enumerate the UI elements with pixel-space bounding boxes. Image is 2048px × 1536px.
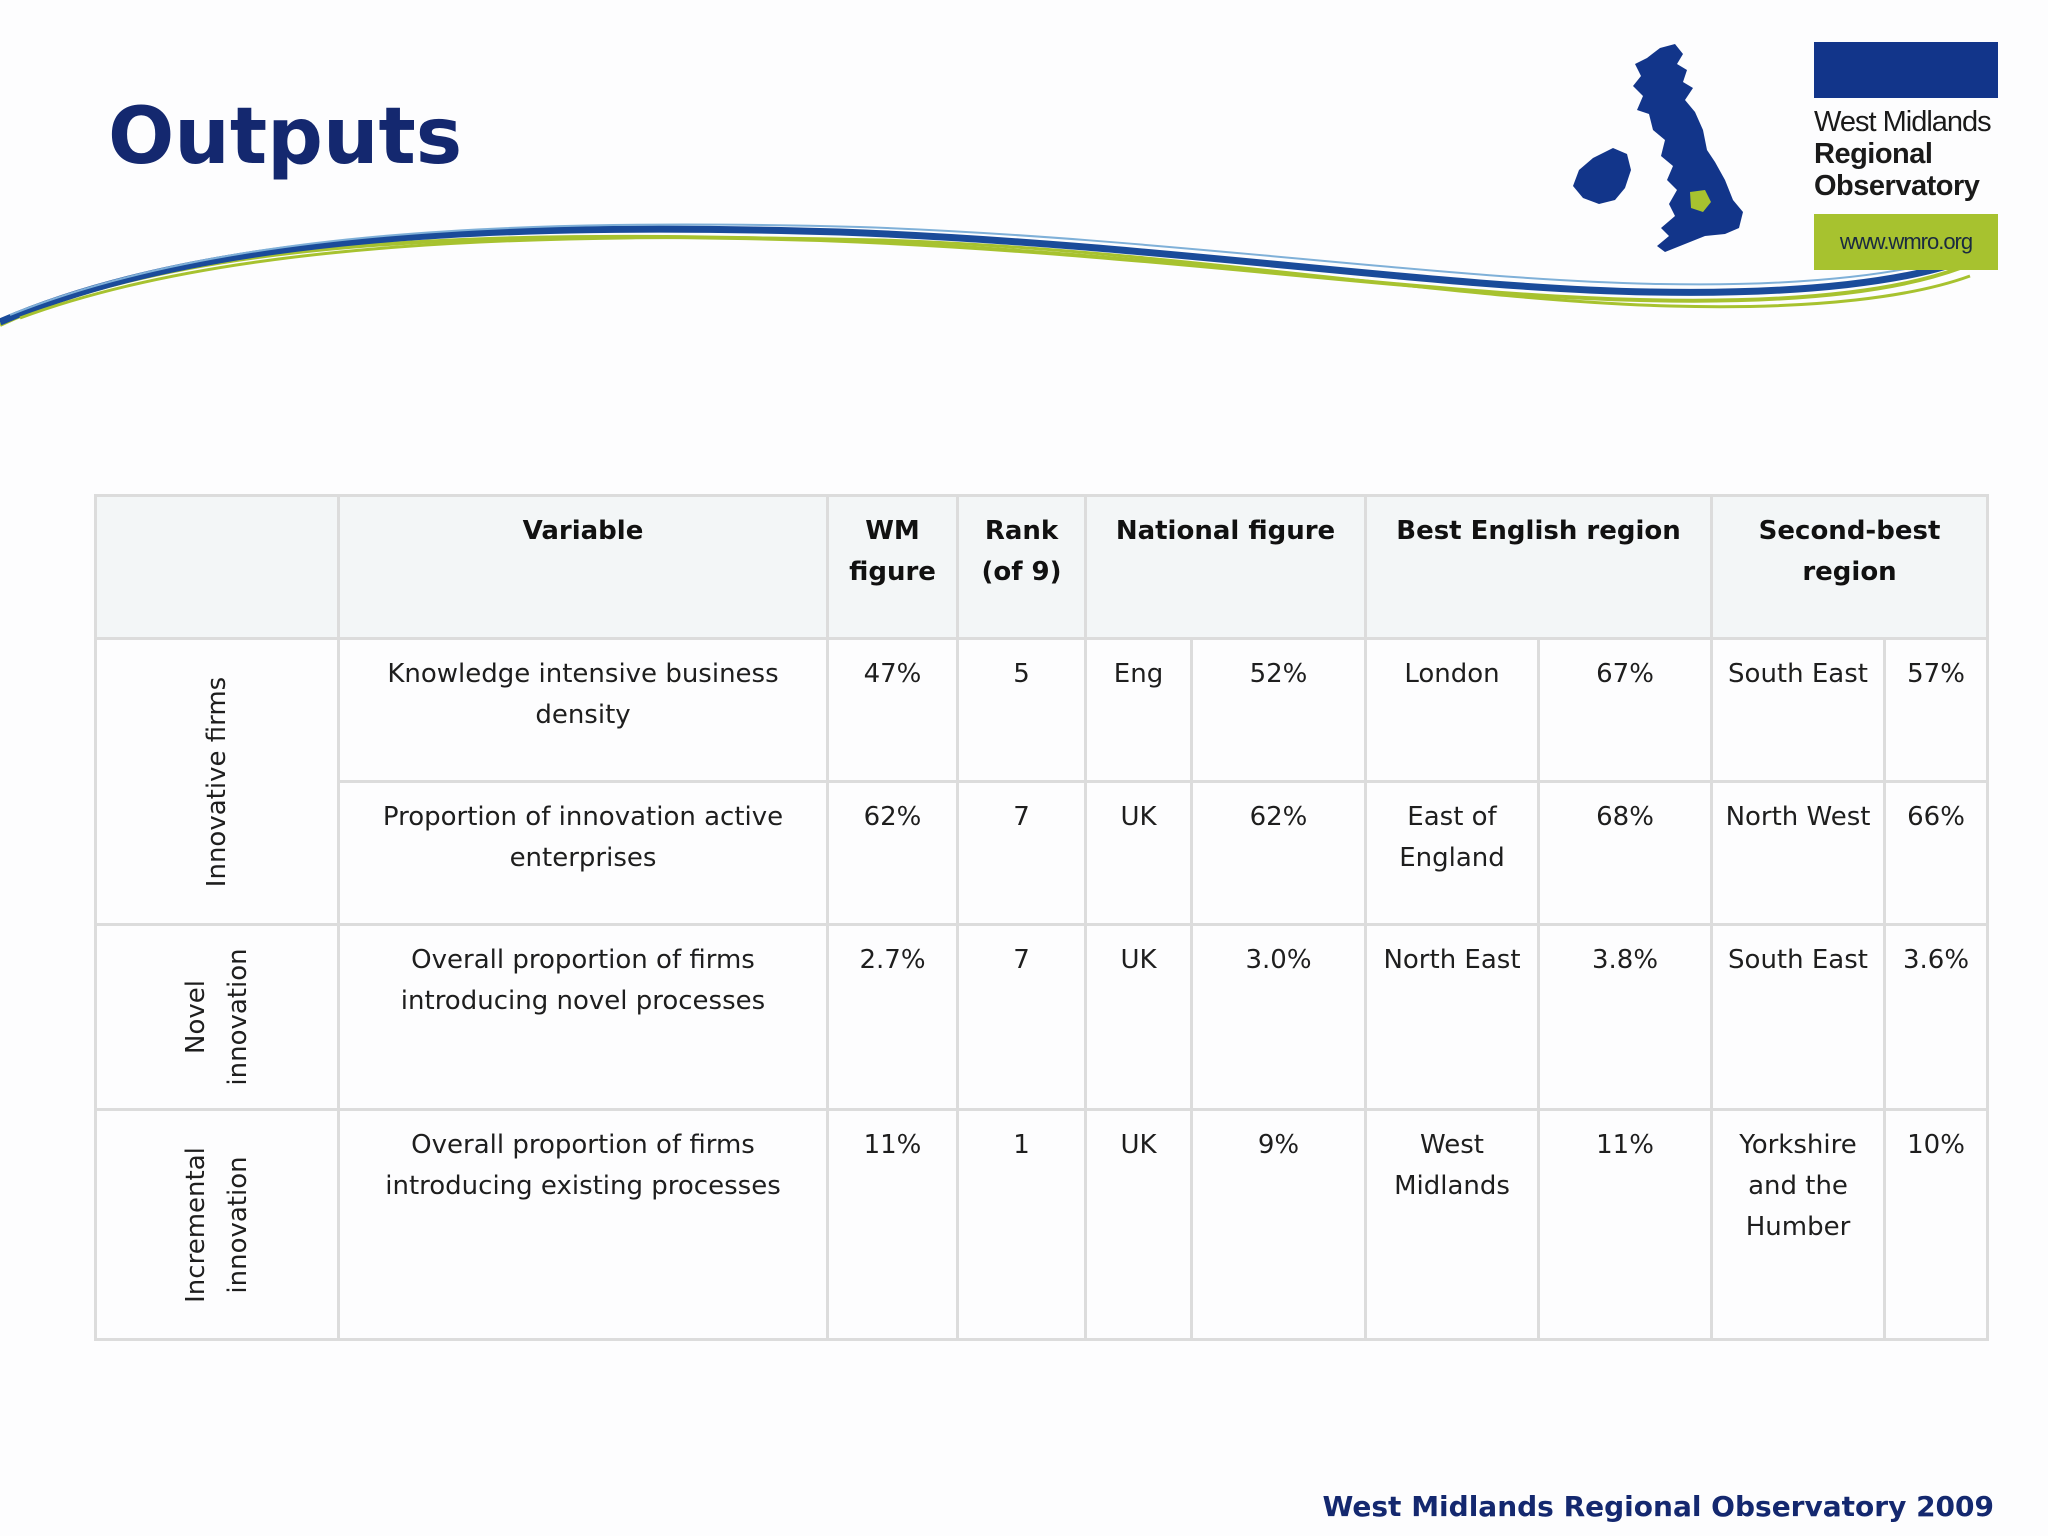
wmro-logo	[1814, 42, 1999, 270]
cell-best-val: 68%	[1539, 782, 1712, 925]
group-label-line-1: Novel	[181, 980, 211, 1054]
logo-blue-bar	[1814, 42, 1998, 98]
cell-best-region: London	[1366, 639, 1539, 782]
cell-wm: 2.7%	[828, 925, 958, 1110]
group-label	[175, 948, 259, 1085]
cell-best-val: 3.8%	[1539, 925, 1712, 1110]
cell-variable: Overall proportion of firms introducing novel processes	[339, 925, 828, 1110]
cell-second-region: South East	[1712, 925, 1885, 1110]
group-label-line-2: innovation	[223, 1155, 253, 1294]
header-empty	[96, 496, 339, 639]
header-wm-figure: WM figure	[828, 496, 958, 639]
slide-title: Outputs	[108, 92, 463, 182]
table-row	[96, 925, 1988, 1110]
cell-second-region: South East	[1712, 639, 1885, 782]
logo-line-1: West Midlands	[1814, 106, 1991, 138]
cell-wm: 47%	[828, 639, 958, 782]
table-row	[96, 1110, 1988, 1340]
header-second-best-region: Second-best region	[1712, 496, 1988, 639]
cell-rank: 7	[958, 782, 1086, 925]
cell-nat-val: 52%	[1192, 639, 1366, 782]
cell-wm: 62%	[828, 782, 958, 925]
cell-nat-val: 9%	[1192, 1110, 1366, 1340]
logo-line-2: Regional	[1814, 138, 1933, 170]
uk-map-icon	[1565, 40, 1775, 270]
cell-wm: 11%	[828, 1110, 958, 1340]
group-label: Innovative firms	[202, 676, 232, 887]
cell-nat-area: Eng	[1086, 639, 1192, 782]
group-label-line-2: innovation	[223, 948, 253, 1086]
cell-variable: Overall proportion of firms introducing existing processes	[339, 1110, 828, 1340]
cell-rank: 5	[958, 639, 1086, 782]
cell-rank: 1	[958, 1110, 1086, 1340]
cell-best-val: 11%	[1539, 1110, 1712, 1340]
group-innovative-firms	[96, 639, 339, 925]
cell-rank: 7	[958, 925, 1086, 1110]
cell-second-val: 3.6%	[1885, 925, 1988, 1110]
cell-variable: Knowledge intensive business density	[339, 639, 828, 782]
logo-url: www.wmro.org	[1814, 214, 1998, 270]
outputs-table	[94, 494, 1989, 1341]
cell-second-val: 66%	[1885, 782, 1988, 925]
cell-second-val: 10%	[1885, 1110, 1988, 1340]
header-best-region: Best English region	[1366, 496, 1712, 639]
table-row	[96, 782, 1988, 925]
cell-best-region: East of England	[1366, 782, 1539, 925]
group-novel-innovation	[96, 925, 339, 1110]
cell-nat-area: UK	[1086, 925, 1192, 1110]
cell-second-val: 57%	[1885, 639, 1988, 782]
header-national-figure: National figure	[1086, 496, 1366, 639]
header-variable: Variable	[339, 496, 828, 639]
cell-nat-area: UK	[1086, 782, 1192, 925]
cell-best-region: West Midlands	[1366, 1110, 1539, 1340]
cell-best-region: North East	[1366, 925, 1539, 1110]
table-row	[96, 639, 1988, 782]
group-label	[175, 1147, 259, 1303]
table-header-row	[96, 496, 1988, 639]
group-label-line-1: Incremental	[181, 1146, 211, 1303]
cell-variable: Proportion of innovation active enterprises	[339, 782, 828, 925]
logo-line-3: Observatory	[1814, 170, 1980, 202]
footer-text: West Midlands Regional Observatory 2009	[1322, 1490, 1994, 1523]
group-incremental-innovation	[96, 1110, 339, 1340]
header-rank: Rank (of 9)	[958, 496, 1086, 639]
cell-nat-val: 3.0%	[1192, 925, 1366, 1110]
cell-best-val: 67%	[1539, 639, 1712, 782]
cell-second-region: Yorkshire and the Humber	[1712, 1110, 1885, 1340]
cell-nat-area: UK	[1086, 1110, 1192, 1340]
cell-second-region: North West	[1712, 782, 1885, 925]
cell-nat-val: 62%	[1192, 782, 1366, 925]
